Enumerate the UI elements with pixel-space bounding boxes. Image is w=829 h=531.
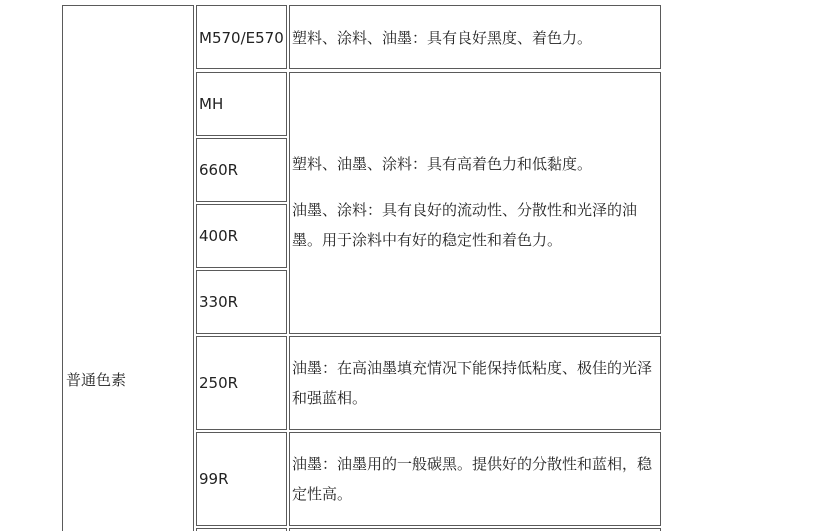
grade-label: 400R (199, 227, 239, 245)
grade-label: 250R (199, 374, 239, 392)
grade-label: 660R (199, 161, 239, 179)
grade-label: M570/E570 (199, 29, 284, 47)
category-label: 普通色素 (66, 371, 127, 389)
grade-label: 99R (199, 470, 229, 488)
description-text: 塑料、涂料、油墨：具有良好黑度、着色力。 (292, 29, 593, 47)
category-cell (62, 5, 194, 531)
grade-label: 330R (199, 293, 239, 311)
description-text: 油墨：在高油墨填充情况下能保持低粘度、极佳的光泽和强蓝相。 (292, 359, 653, 407)
grade-label: MH (199, 95, 224, 113)
description-text: 油墨：油墨用的一般碳黑。提供好的分散性和蓝相，稳定性高。 (292, 455, 653, 503)
description-text: 塑料、油墨、涂料：具有高着色力和低黏度。 (292, 155, 593, 173)
description-text: 油墨、涂料：具有良好的流动性、分散性和光泽的油墨。用于涂料中有好的稳定性和着色力。 (292, 201, 638, 249)
